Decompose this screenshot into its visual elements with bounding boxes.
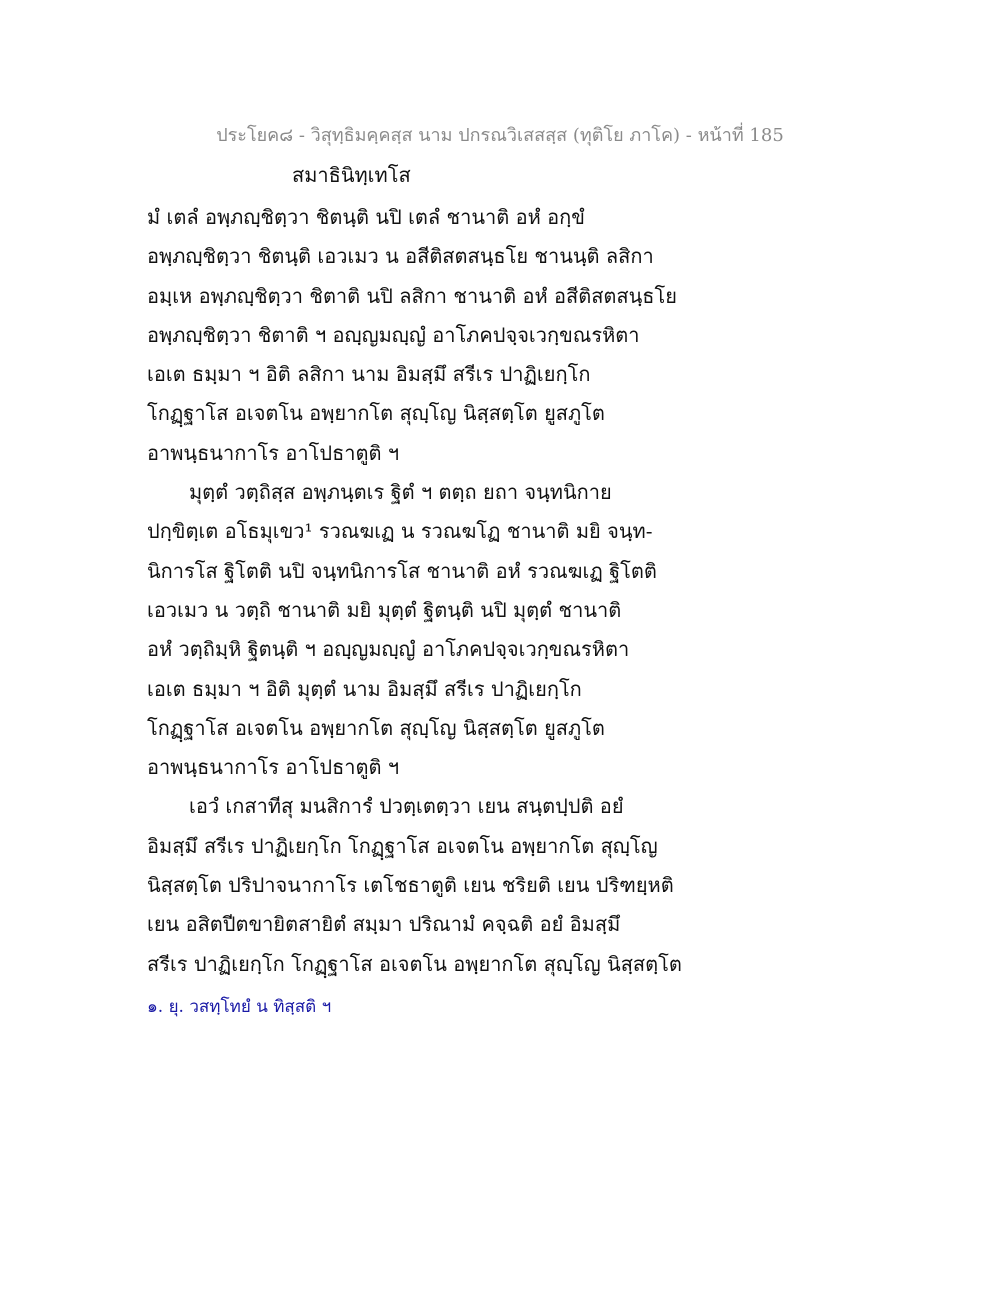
- text-line: โกฏฺฐาโส อเจตโน อพฺยากโต สุญฺโญ นิสฺสตฺโต ยูสภูโต: [147, 401, 605, 426]
- text-line: อพฺภญฺชิตฺวา ชิตาติ ฯ อญฺญมญฺญํ อาโภคปจฺจเวกฺขณรหิตา: [147, 322, 640, 347]
- text-line: เอวเมว น วตฺถิ ชานาติ มยิ มุตฺตํ ฐิตนฺติ นปิ มุตฺตํ ชานาติ: [147, 597, 622, 622]
- footnote: ๑. ยุ. วสทฺโทยํ น ทิสฺสติ ฯ: [147, 997, 332, 1017]
- text-line: อิมสฺมึ สรีเร ปาฏิเยกฺโก โกฏฺฐาโส อเจตโน อพฺยากโต สุญฺโญ: [147, 833, 658, 858]
- text-line: ปกฺขิตฺเต อโธมุเขว¹ รวณฆเฏ น รวณฆโฏ ชานาติ มยิ จนฺท-: [147, 519, 653, 544]
- text-line: อมฺเห อพฺภญฺชิตฺวา ชิตาติ นปิ ลสิกา ชานาติ อหํ อสีติสตสนฺธโย: [147, 283, 677, 308]
- text-line: อาพนฺธนากาโร อาโปธาตูติ ฯ: [147, 440, 400, 465]
- body-text: [147, 198, 867, 984]
- text-line: อาพนฺธนากาโร อาโปธาตูติ ฯ: [147, 755, 400, 780]
- paragraph: [147, 198, 867, 473]
- text-line: เอเต ธมฺมา ฯ อิติ มุตฺตํ นาม อิมสฺมึ สรีเร ปาฏิเยกฺโก: [147, 676, 582, 701]
- text-line: เอเต ธมฺมา ฯ อิติ ลสิกา นาม อิมสฺมึ สรีเร ปาฏิเยกฺโก: [147, 362, 591, 387]
- text-line: เอวํ เกสาทีสุ มนสิการํ ปวตฺเตตฺวา เยน สนฺตปฺปติ อยํ: [189, 794, 624, 819]
- text-line: นิสฺสตฺโต ปริปาจนากาโร เตโชธาตูติ เยน ชริยติ เยน ปริฑยฺหติ: [147, 873, 674, 898]
- text-line: นิการโส ฐิโตติ นปิ จนฺทนิการโส ชานาติ อหํ รวณฆเฏ ฐิโตติ: [147, 558, 657, 583]
- text-line: มุตฺตํ วตฺถิสฺส อพฺภนฺตเร ฐิตํ ฯ ตตฺถ ยถา จนฺทนิกาย: [189, 480, 612, 505]
- text-line: อพฺภญฺชิตฺวา ชิตนฺติ เอวเมว น อสีติสตสนฺธโย ชานนฺติ ลสิกา: [147, 244, 654, 269]
- paragraph: [147, 787, 867, 983]
- text-line: มํ เตลํ อพฺภญฺชิตฺวา ชิตนฺติ นปิ เตลํ ชานาติ อหํ อกฺขํ: [147, 205, 585, 229]
- text-line: โกฏฺฐาโส อเจตโน อพฺยากโต สุญฺโญ นิสฺสตฺโต ยูสภูโต: [147, 715, 605, 740]
- section-title: สมาธินิทฺเทโส: [292, 163, 411, 187]
- text-line: เยน อสิตปีตขายิตสายิตํ สมฺมา ปริณามํ คจฺฉติ อยํ อิมสฺมึ: [147, 912, 621, 937]
- paragraph: [147, 473, 867, 787]
- text-line: อหํ วตฺถิมฺหิ ฐิตนฺติ ฯ อญฺญมญฺญํ อาโภคปจฺจเวกฺขณรหิตา: [147, 637, 630, 662]
- running-header: ประโยค๘ - วิสุทฺธิมคฺคสฺส นาม ปกรณวิเสสสฺส (ทุติโย ภาโค) - หน้าที่ 185: [216, 125, 784, 146]
- text-line: สรีเร ปาฏิเยกฺโก โกฏฺฐาโส อเจตโน อพฺยากโต สุญฺโญ นิสฺสตฺโต: [147, 951, 682, 976]
